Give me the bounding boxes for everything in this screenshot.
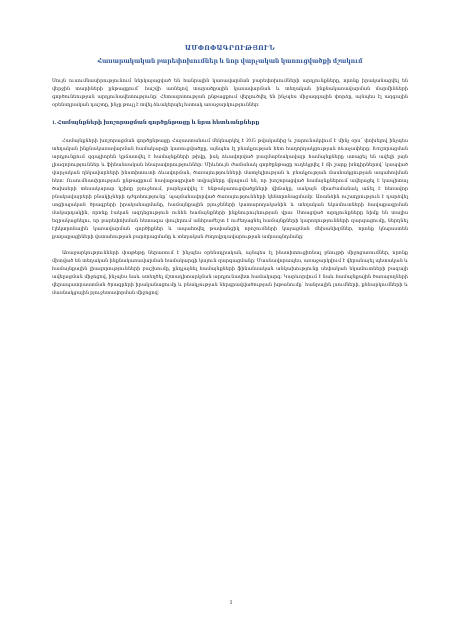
body-paragraph-1: Համայնքների խոշորացման գործընթացը Հայաստանում մեկնարկել է 2015 թվականից և շարունակվում է մինչ օրս՝ փոխելով ինչպես տեղական ինքնակառավարման համակարգի կառուցվածքը, այնպես էլ բնակչության հետ հաղորդակցության ձևաչափերը: Խոշորացման արդյունքում զգալիորեն կրճատվել է համայնքների թիվը, իսկ ձևավորված բազմաբնակավայր համայնքները ստացել են ավելի լայն լիազորություններ և ֆինանսական հնարավորություններ: Միևնույն ժամանակ գործընթացը ուղեկցվել է մի շարք խնդիրներով՝ կապված վարչական ղեկավարների ինստիտուտի ձևավորման, ծառայությունների մատչելիության և բնակչության մասնակցության ապահովման հետ: Ուսումնասիրության ընթացքում հավաքագրված տվյալները վկայում են, որ խոշորացված համայնքներում ավելացել է կապիտալ ծախսերի տեսակարար կշիռը բյուջեում, բարելավվել է ենթակառուցվածքների վիճակը, սակայն միաժամանակ աճել է հեռավոր բնակավայրերի բնակիչների դժգոհությունը՝ պայմանավորված ծառայությունների կենտրոնացմամբ: Առանձին ուշադրություն է դարձվել սոցիալական ծրագրերի իրականացմանը, համայնքային բյուջեների կատարողականին և տեղական եկամուտների հավաքագրման մակարդակին, որոնք էական ազդեցություն ունեն համայնքների ինքնուրույնության վրա: Ստացված արդյունքները հիմք են տալիս եզրակացնելու, որ բարեփոխման հետագա փուլերում անհրաժեշտ է ուժեղացնել համայնքների կարողությունների զարգացումը, ներդնել էլեկտրոնային կառավարման գործիքներ և ապահովել թափանցիկ որոշումների կայացման մեխանիզմներ, որոնք կնպաստեն քաղաքացիների վստահության բարձրացմանը և տեղական ժողովրդավարության ամրապնդմանը: <box>52 139 408 240</box>
spacer <box>52 110 408 120</box>
section-heading: 1. Համայնքների խոշորացման գործընթացը և նրա հետևանքները <box>52 120 260 126</box>
intro-paragraph: Սույն ուսումնասիրությունում ներկայացված են հանրային կառավարման բարեփոխումների արդյունքները, որոնք իրականացվել են վերջին տարիների ընթացքում՝ հաշվի առնելով տարածքային կառավարման և տեղական ինքնակառավարման մարմինների գործունեության արդյունավետությունը: Հետազոտության ընթացքում վերլուծվել են ինչպես միջազգային փորձը, այնպես էլ ազգային օրենսդրական դաշտը, ինչը թույլ է տվել ձևակերպել հստակ առաջարկություններ: <box>52 79 408 108</box>
document-subtitle: Հասարակական բարեփոխումներ և նոր վարչական կառուցվածքի մշակում <box>97 59 363 65</box>
page-number: 1 <box>229 600 233 606</box>
document-title: ԱՄՓՈՓԱԳՐՈՒԹՅՈՒՆ <box>185 45 275 52</box>
page-content <box>52 44 408 298</box>
body-paragraph-2: Առաջարկությունների փաթեթը ներառում է ինչպես օրենսդրական, այնպես էլ ինստիտուցիոնալ բնույթի միջոցառումներ, որոնք միտված են տեղական ինքնակառավարման համակարգի կայուն զարգացմանը: Մասնավորապես, առաջարկվում է վերանայել պետական և համայնքային լիազորությունների բաշխումը, ընդլայնել համայնքների ֆինանսական անկախությունը սեփական եկամուտների բազայի ավելացման միջոցով, ինչպես նաև ստեղծել մշտադիտարկման արդյունավետ համակարգ: Կարևորվում է նաև համայնքային ծառայողների վերապատրաստման ծրագրերի իրականացումը և բնակչության ներգրավվածության խթանումը՝ հանրային լսումների, քննարկումների և մասնակցային բյուջետավորման միջոցով: <box>52 251 408 296</box>
spacer <box>52 242 408 250</box>
